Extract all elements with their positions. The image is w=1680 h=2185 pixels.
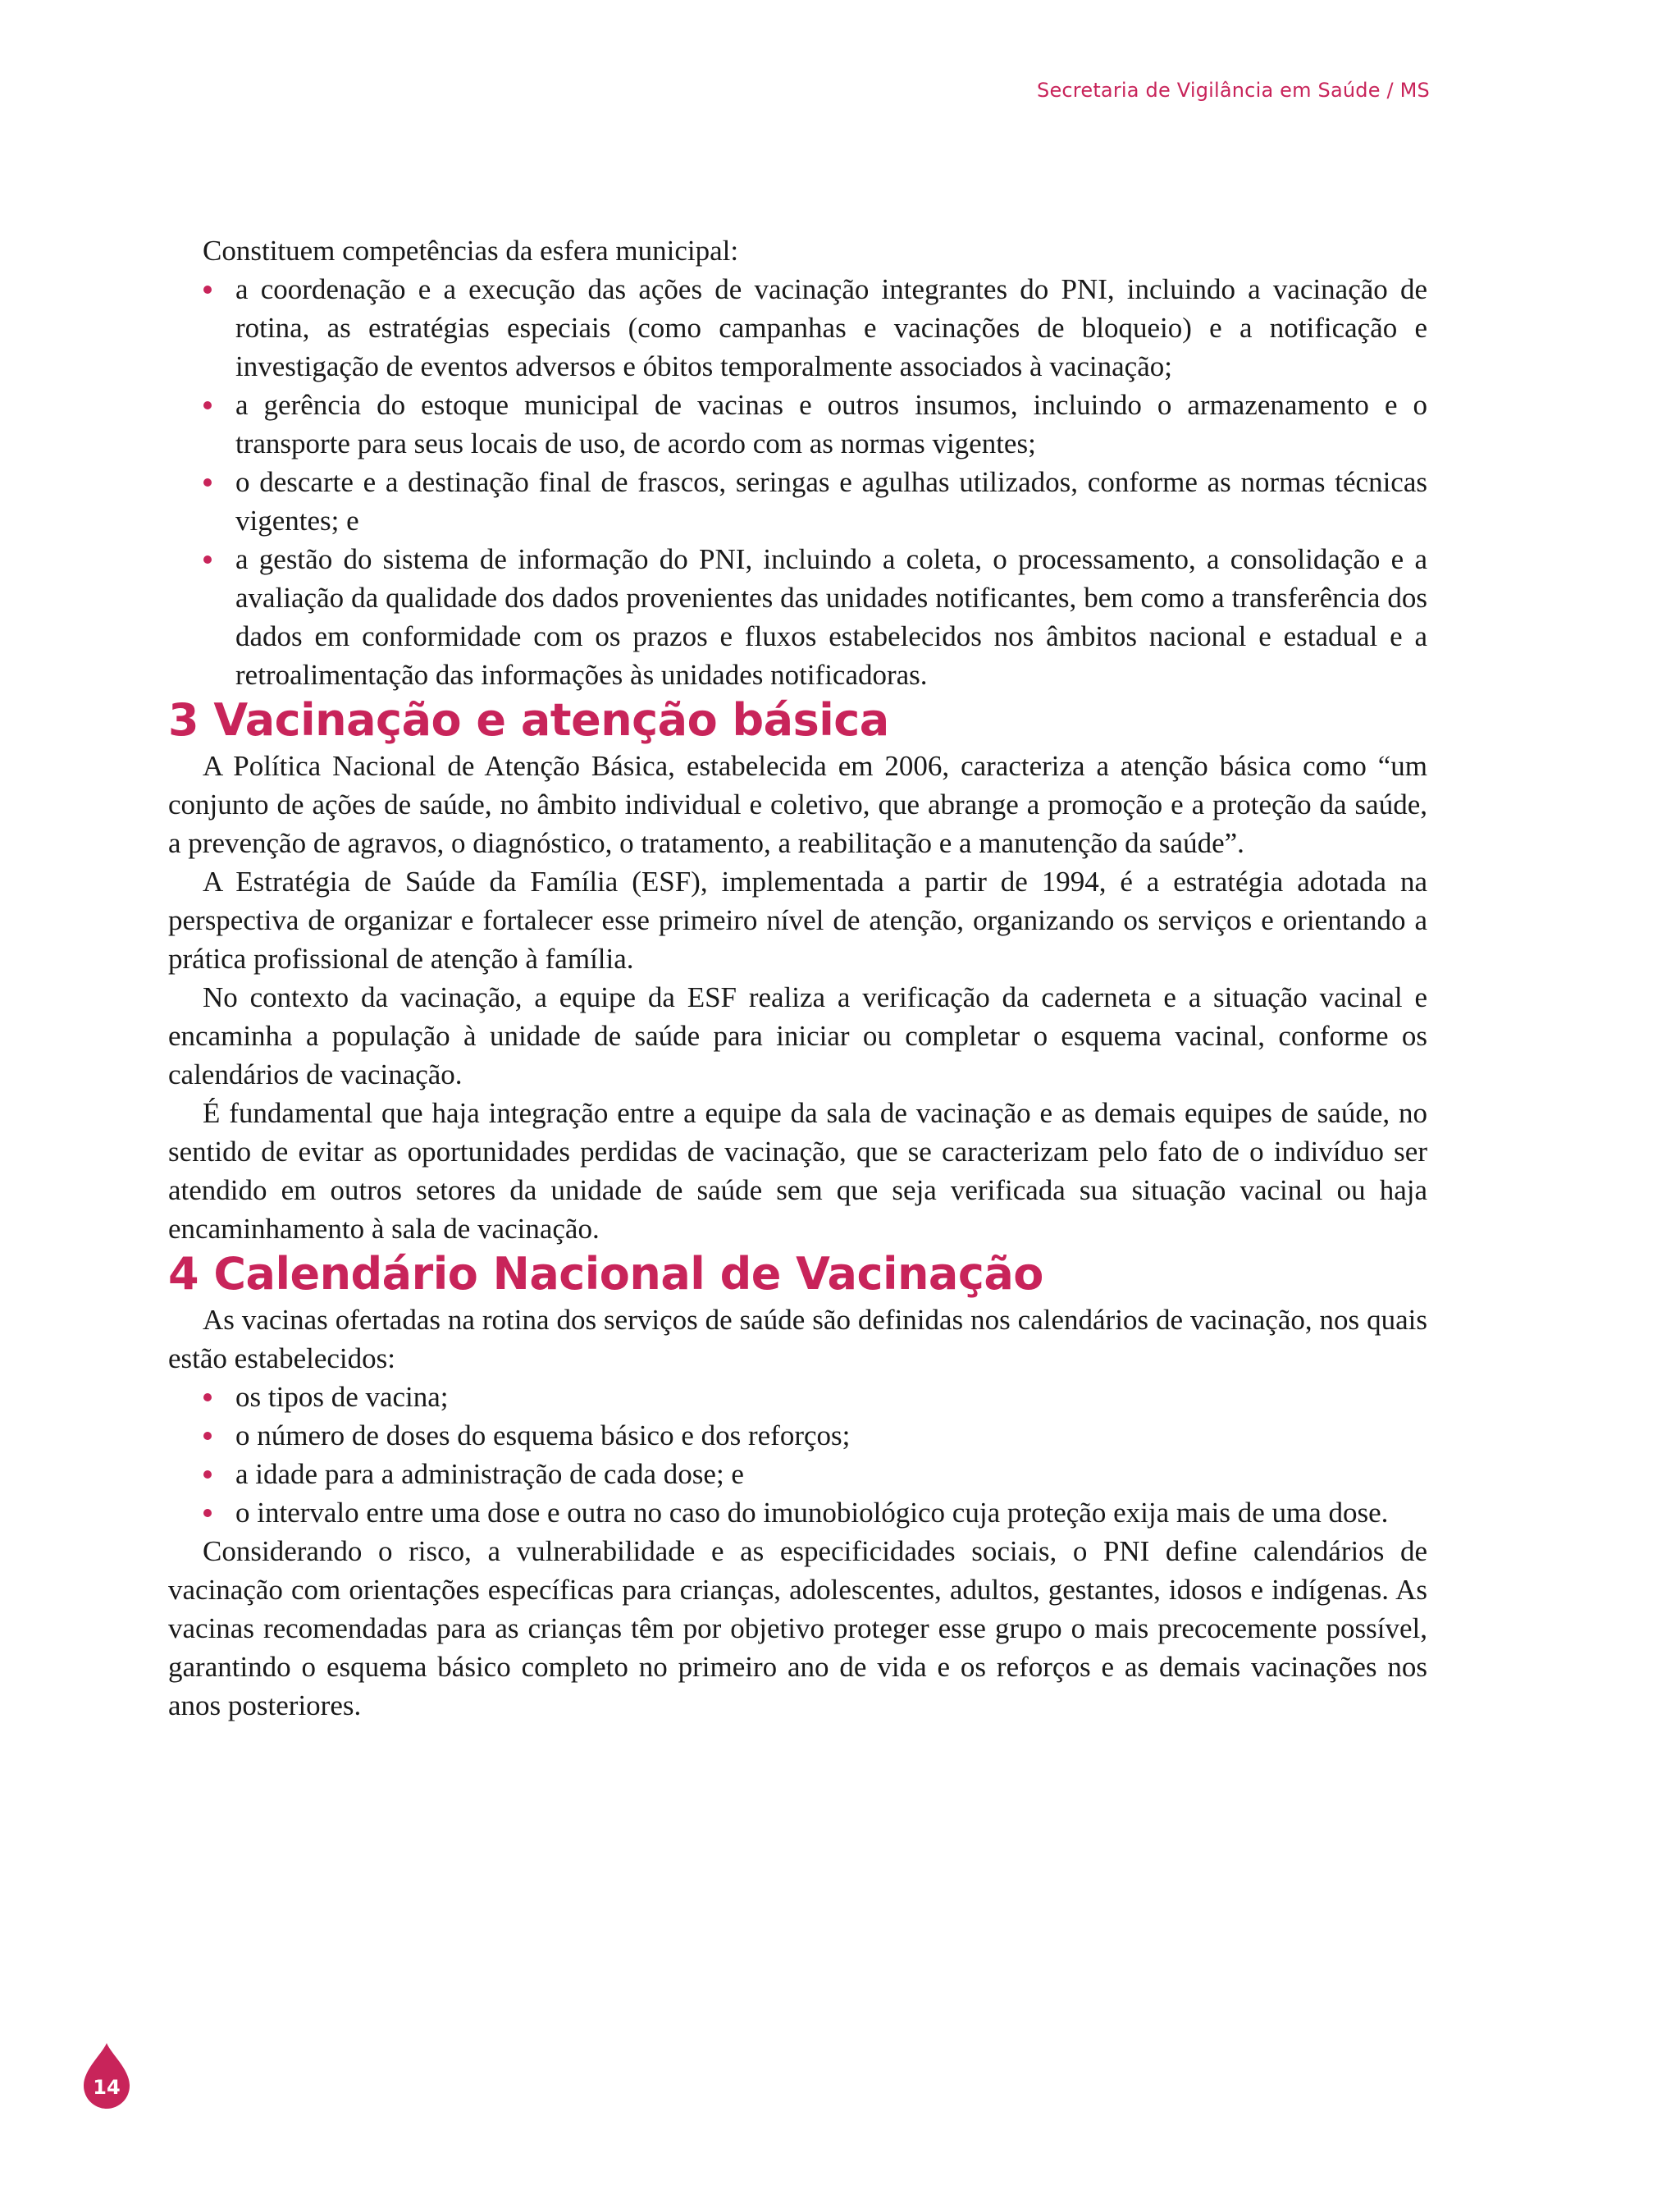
page-number: 14 (93, 2076, 121, 2099)
section-3-heading: 3 Vacinação e atenção básica (168, 694, 889, 746)
calendar-criteria-list (168, 1378, 1427, 1532)
list-item-text: a gestão do sistema de informação do PNI, incluindo a coleta, o processamento, a consolidação e a avaliação da qualidade dos dados provenientes das unidades notificantes, bem como a transferência dos dados em conformidade com os prazos e fluxos estabelecidos nos âmbitos nacional e estadual e a retroalimentação das informações às unidades notificadoras. (235, 543, 1427, 691)
municipal-competencies-list (168, 270, 1427, 694)
list-item-text: a gerência do estoque municipal de vacinas e outros insumos, incluindo o armazenamento e o transporte para seus locais de uso, de acordo com as normas vigentes; (235, 389, 1427, 459)
section-4-lead: As vacinas ofertadas na rotina dos serviços de saúde são definidas nos calendários de vacinação, nos quais estão estabelecidos: (168, 1304, 1427, 1374)
section-3-paragraph: A Estratégia de Saúde da Família (ESF), implementada a partir de 1994, é a estratégia adotada na perspectiva de organizar e fortalecer esse primeiro nível de atenção, organizando os serviços e orientando a prática profissional de atenção à família. (168, 866, 1427, 975)
bullet-icon (203, 286, 212, 294)
list-item-text: os tipos de vacina; (235, 1381, 449, 1413)
intro-lead: Constituem competências da esfera municipal: (203, 235, 739, 267)
list-item (235, 1493, 1427, 1532)
list-item (235, 1378, 1427, 1416)
list-item (235, 463, 1427, 540)
bullet-icon (203, 1432, 212, 1440)
section-3-paragraph: No contexto da vacinação, a equipe da ESF realiza a verificação da caderneta e a situação vacinal e encaminha a população à unidade de saúde para iniciar ou completar o esquema vacinal, conforme os calendários de vacinação. (168, 981, 1427, 1090)
list-item (235, 270, 1427, 386)
list-item (235, 540, 1427, 694)
bullet-icon (203, 1393, 212, 1401)
bullet-icon (203, 555, 212, 564)
bullet-icon (203, 401, 212, 409)
list-item-text: o descarte e a destinação final de frascos, seringas e agulhas utilizados, conforme as normas técnicas vigentes; e (235, 466, 1427, 537)
list-item-text: a idade para a administração de cada dose; e (235, 1458, 744, 1490)
section-3-paragraph: É fundamental que haja integração entre a equipe da sala de vacinação e as demais equipes de saúde, no sentido de evitar as oportunidades perdidas de vacinação, que se caracterizam pelo fato de o indivíduo ser atendido em outros setores da unidade de saúde sem que seja verificada sua situação vacinal ou haja encaminhamento à sala de vacinação. (168, 1097, 1427, 1245)
running-header: Secretaria de Vigilância em Saúde / MS (1037, 79, 1430, 102)
list-item-text: o número de doses do esquema básico e dos reforços; (235, 1419, 851, 1451)
list-item (235, 1416, 1427, 1455)
section-4-heading: 4 Calendário Nacional de Vacinação (168, 1248, 1043, 1300)
list-item (235, 386, 1427, 463)
list-item-text: a coordenação e a execução das ações de vacinação integrantes do PNI, incluindo a vacinação de rotina, as estratégias especiais (como campanhas e vacinações de bloqueio) e a notificação e investigação de eventos adversos e óbitos temporalmente associados à vacinação; (235, 273, 1427, 382)
section-4-paragraph: Considerando o risco, a vulnerabilidade e as especificidades sociais, o PNI define calendários de vacinação com orientações específicas para crianças, adolescentes, adultos, gestantes, idosos e indígenas. As vacinas recomendadas para as crianças têm por objetivo proteger esse grupo o mais precocemente possível, garantindo o esquema básico completo no primeiro ano de vida e os reforços e as demais vacinações nos anos posteriores. (168, 1535, 1427, 1721)
list-item-text: o intervalo entre uma dose e outra no caso do imunobiológico cuja proteção exija mais de uma dose. (235, 1497, 1389, 1529)
page-content (168, 231, 1427, 1725)
section-3-paragraph: A Política Nacional de Atenção Básica, estabelecida em 2006, caracteriza a atenção básica como “um conjunto de ações de saúde, no âmbito individual e coletivo, que abrange a promoção e a proteção da saúde, a prevenção de agravos, o diagnóstico, o tratamento, a reabilitação e a manutenção da saúde”. (168, 750, 1427, 859)
bullet-icon (203, 1509, 212, 1517)
bullet-icon (203, 478, 212, 487)
page-number-marker (82, 2043, 131, 2109)
list-item (235, 1455, 1427, 1493)
bullet-icon (203, 1470, 212, 1479)
